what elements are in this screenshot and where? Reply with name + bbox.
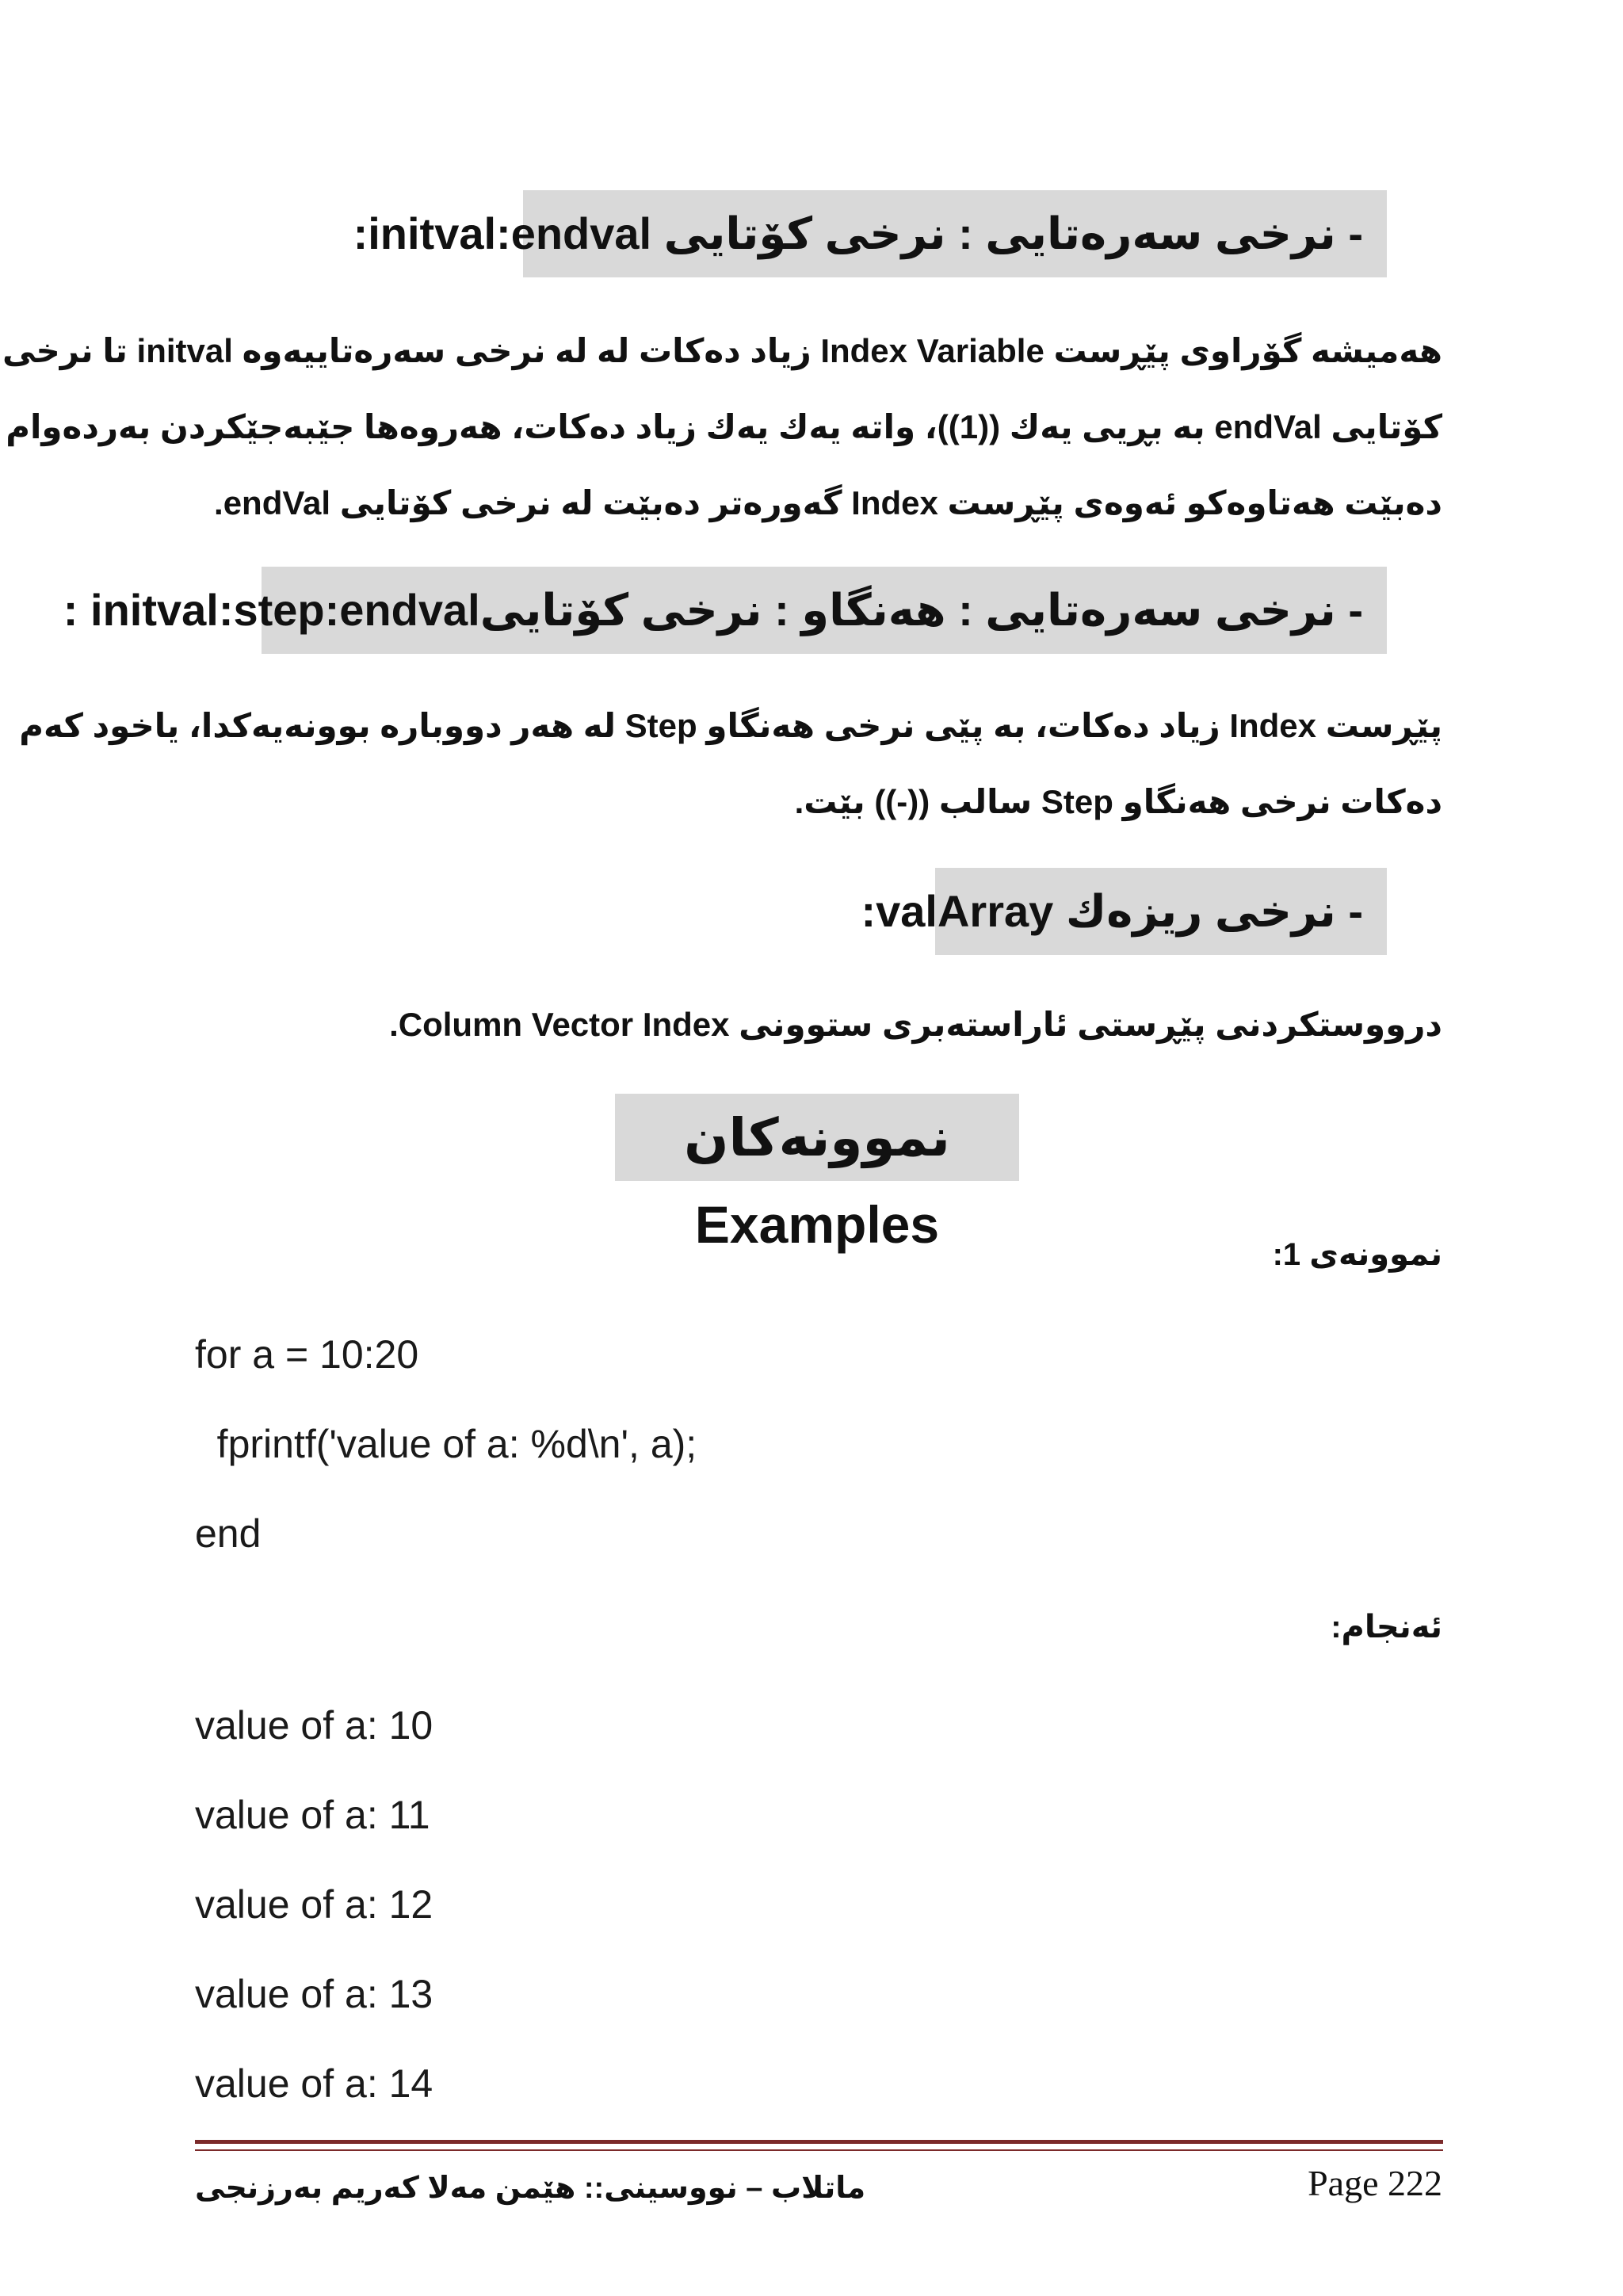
code-line-fprintf: fprintf('value of a: %d\n', a); — [184, 1422, 697, 1466]
section-heading-initval-step-endval: - نرخی سەرەتایی : هەنگاو : نرخی کۆتاییinitval:step:endval : — [262, 567, 1387, 654]
section-heading-valarray: - نرخی ریزەك valArray: — [935, 868, 1387, 955]
paragraph-valarray — [194, 987, 1442, 1063]
paragraph-line: پێڕست Index زیاد دەکات، بە پێی نرخی هەنگاو Step لە هەر دووبارە بوونەیەکدا، یاخود کەم — [19, 707, 1442, 744]
code-line-end: end — [195, 1511, 262, 1556]
footer-rule-thin — [195, 2149, 1443, 2151]
output-line: value of a: 12 — [195, 1882, 433, 1927]
output-line: value of a: 14 — [195, 2061, 433, 2106]
examples-title: نموونەکان Examples — [615, 1094, 1019, 1181]
result-label: ئەنجام: — [1331, 1610, 1442, 1645]
paragraph-line: درووستکردنی پێڕستی ئاراستەبری ستوونی Column Vector Index. — [389, 1006, 1442, 1043]
paragraph-line: هەمیشە گۆراوی پێڕست Index Variable زیاد دەکات لە لە نرخی سەرەتاییەوە initval تا نرخی — [2, 332, 1442, 369]
code-line-for: for a = 10:20 — [195, 1332, 419, 1377]
page-number: Page 222 — [1308, 2163, 1442, 2203]
paragraph-line: دەبێت هەتاوەکو ئەوەی پێڕست Index گەورەتر دەبێت لە نرخی کۆتایی endVal. — [214, 484, 1442, 521]
output-line: value of a: 11 — [195, 1793, 430, 1837]
paragraph-initval-endval — [2, 313, 1442, 541]
example-label: نموونەی 1: — [1272, 1237, 1442, 1272]
output-line: value of a: 13 — [195, 1972, 433, 2016]
footer-rule-thick — [195, 2140, 1443, 2144]
section-heading-initval-endval: - نرخی سەرەتایی : نرخی کۆتایی initval:endval: — [523, 190, 1387, 277]
output-line: value of a: 10 — [195, 1703, 433, 1748]
footer-author: ماتلاب – نووسینی:: هێمن مەلا کەریم بەرزنجی — [195, 2172, 866, 2205]
paragraph-line: دەکات نرخی هەنگاو Step سالب ((-)) بێت. — [794, 783, 1442, 820]
paragraph-line: کۆتایی endVal بە بڕیی یەك ((1))، واتە یەك یەك زیاد دەکات، هەروەها جێبەجێکردن بەردەوام — [6, 408, 1442, 445]
paragraph-step — [19, 688, 1442, 840]
